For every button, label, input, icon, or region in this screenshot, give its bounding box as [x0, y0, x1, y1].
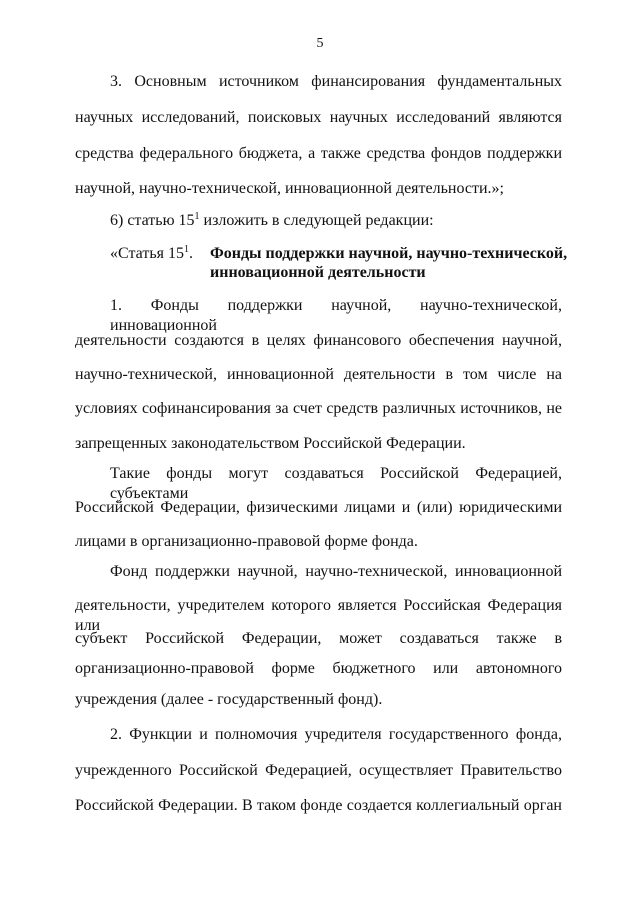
item-6-line — [110, 211, 434, 231]
clause-3-line-3: субъект Российской Федерации, может создаваться также в — [75, 630, 562, 647]
paragraph-3-line-1: 3. Основным источником финансирования фундаментальных — [110, 73, 562, 90]
article-label-prefix: «Статья 15 — [110, 245, 184, 262]
clause-3-line-2: деятельности, учредителем которого является Российская Федерация или — [75, 597, 562, 634]
clause-1-line-2: деятельности создаются в целях финансового обеспечения научной, — [75, 332, 562, 349]
clause-1-line-5: запрещенных законодательством Российской Федерации. — [75, 435, 466, 452]
article-label-suffix: . — [188, 245, 193, 262]
article-title-line-2: инновационной деятельности — [210, 264, 426, 281]
clause-3-line-5: учреждения (далее - государственный фонд). — [75, 691, 383, 708]
clause-4-line-3: Российской Федерации. В таком фонде создается коллегиальный орган — [75, 797, 562, 814]
clause-2-line-3: лицами в организационно-правовой форме фонда. — [75, 533, 418, 550]
paragraph-3-line-4: научной, научно-технической, инновационной деятельности.»; — [75, 180, 504, 197]
item-6-suffix: изложить в следующей редакции: — [199, 212, 434, 229]
page-number: 5 — [316, 36, 324, 51]
clause-4-line-1: 2. Функции и полномочия учредителя государственного фонда, — [110, 726, 562, 743]
clause-2-line-1: Такие фонды могут создаваться Российской Федерацией, субъектами — [110, 465, 562, 502]
paragraph-3-line-3: средства федерального бюджета, а также средства фондов поддержки — [75, 145, 562, 162]
clause-1-line-3: научно-технической, инновационной деятельности в том числе на — [75, 366, 562, 383]
article-label-superscript: 1 — [183, 244, 189, 255]
clause-2-line-2: Российской Федерации, физическими лицами и (или) юридическими — [75, 499, 562, 516]
clause-3-line-4: организационно-правовой форме бюджетного или автономного — [75, 660, 562, 677]
paragraph-3-line-2: научных исследований, поисковых научных исследований являются — [75, 109, 562, 126]
article-title-line-1: Фонды поддержки научной, научно-технической, — [210, 245, 568, 262]
clause-1-line-4: условиях софинансирования за счет средств различных источников, не — [75, 400, 562, 417]
clause-3-line-1: Фонд поддержки научной, научно-технической, инновационной — [110, 563, 562, 580]
item-6-superscript: 1 — [194, 211, 200, 222]
item-6-prefix: 6) статью 15 — [110, 212, 195, 229]
clause-1-line-1: 1. Фонды поддержки научной, научно-технической, инновационной — [110, 297, 562, 334]
clause-4-line-2: учрежденного Российской Федерацией, осуществляет Правительство — [75, 762, 562, 779]
article-label — [110, 244, 193, 264]
